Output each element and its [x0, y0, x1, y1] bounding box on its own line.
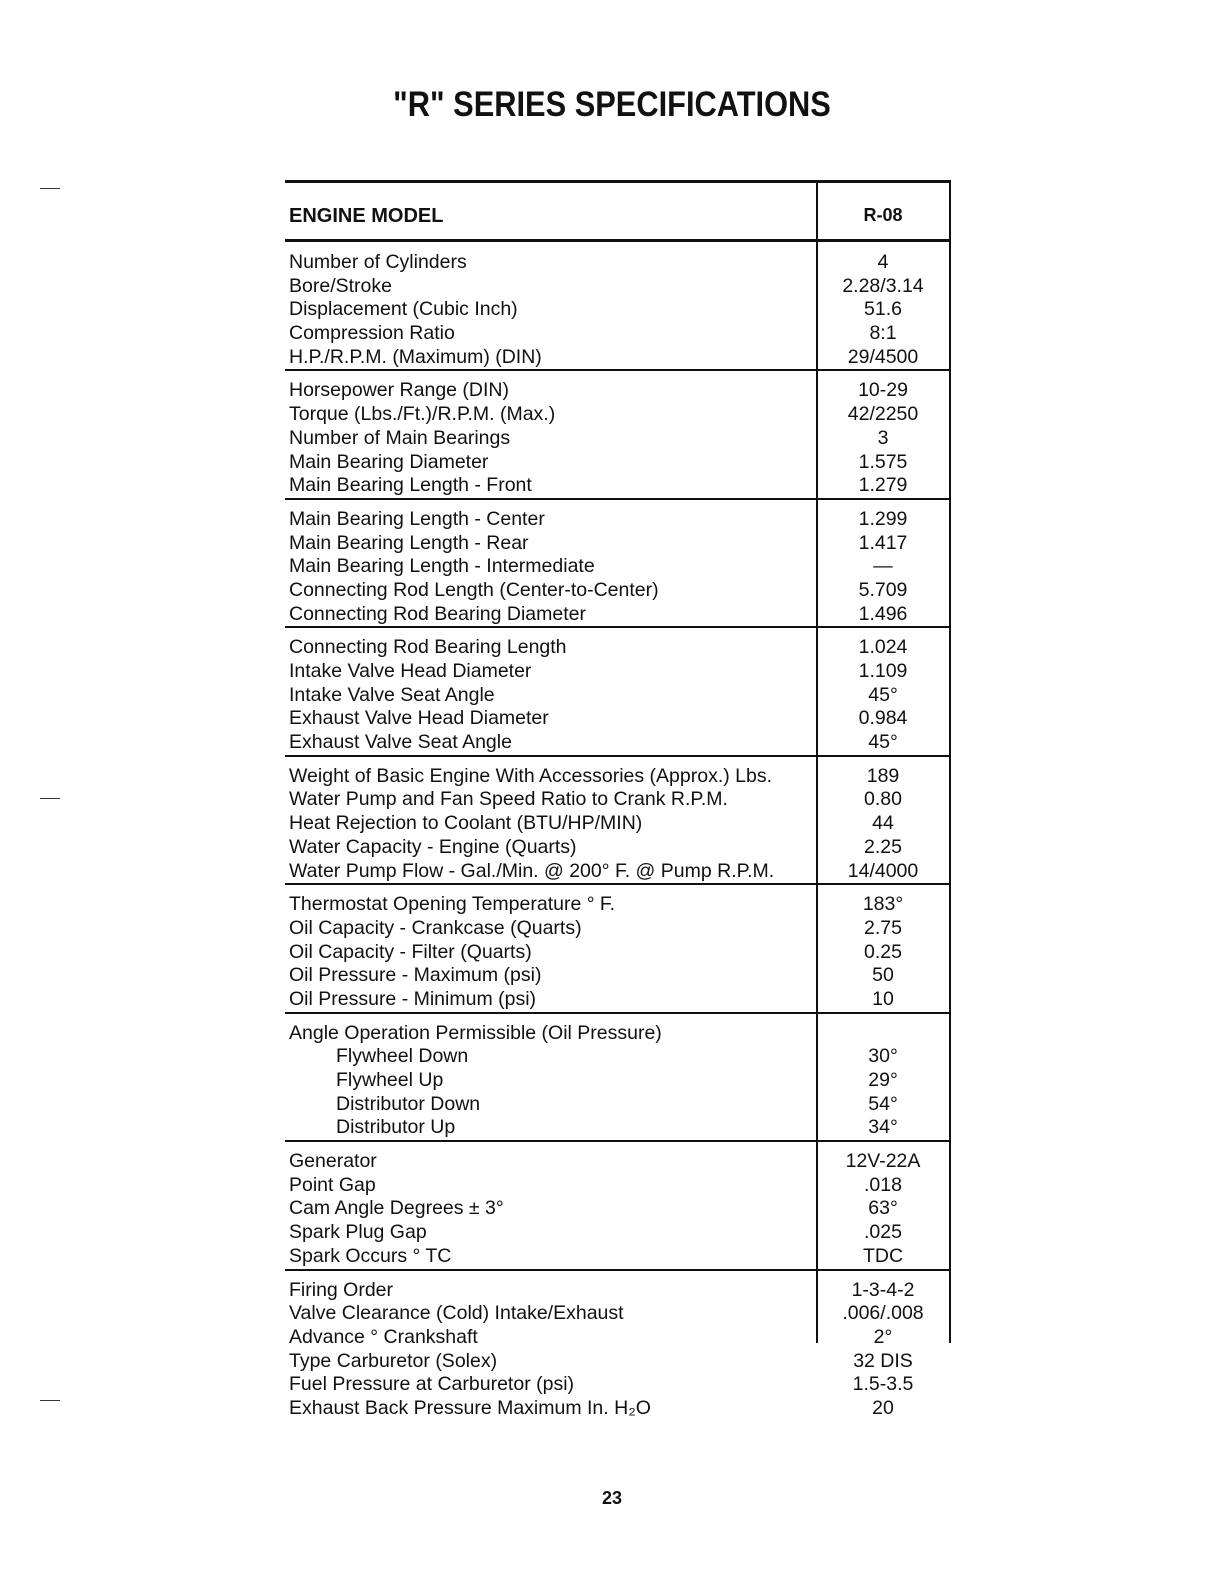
spec-group [285, 757, 951, 885]
spec-label: Distributor Down [336, 1092, 481, 1115]
spec-label: Fuel Pressure at Carburetor (psi) [289, 1373, 575, 1396]
spec-value: 45° [868, 731, 898, 754]
table-row [285, 765, 951, 789]
spec-label: Oil Pressure - Minimum (psi) [289, 987, 537, 1010]
table-row [285, 917, 951, 941]
spec-value: 63° [868, 1197, 898, 1220]
spec-value: 3 [877, 426, 889, 449]
spec-group [285, 1271, 951, 1421]
spec-label: Heat Rejection to Coolant (BTU/HP/MIN) [289, 812, 643, 835]
table-header [285, 183, 951, 242]
spec-label: Main Bearing Diameter [289, 450, 489, 473]
table-row [285, 1326, 951, 1350]
spec-label: Oil Capacity - Crankcase (Quarts) [289, 916, 582, 939]
table-row [285, 322, 951, 346]
spec-label: Connecting Rod Bearing Diameter [289, 602, 586, 625]
table-row [285, 251, 951, 275]
spec-label: Main Bearing Length - Center [289, 507, 545, 530]
spec-value: TDC [862, 1244, 904, 1267]
spec-value: .018 [864, 1173, 902, 1196]
spec-value: 1.575 [858, 450, 908, 473]
spec-value: 12V-22A [845, 1150, 921, 1173]
spec-value: 2° [873, 1325, 893, 1348]
spec-value: 0.25 [864, 940, 902, 963]
table-row [285, 1302, 951, 1326]
table-row [285, 346, 951, 370]
table-row [285, 1069, 951, 1093]
spec-label: Valve Clearance (Cold) Intake/Exhaust [289, 1302, 624, 1325]
table-row [285, 1350, 951, 1374]
spec-value: 2.75 [864, 916, 902, 939]
table-row [285, 860, 951, 884]
spec-value: 1.299 [858, 507, 908, 530]
spec-label: Distributor Up [336, 1116, 456, 1139]
table-row [285, 964, 951, 988]
spec-table [285, 180, 951, 1421]
spec-value: 189 [866, 764, 900, 787]
table-row [285, 893, 951, 917]
spec-label: Exhaust Valve Seat Angle [289, 731, 512, 754]
spec-value: 5.709 [858, 578, 908, 601]
spec-label: Number of Cylinders [289, 251, 467, 273]
spec-value: 1.279 [858, 474, 908, 497]
table-row [285, 1373, 951, 1397]
spec-label: Advance ° Crankshaft [289, 1325, 478, 1348]
spec-value: 54° [868, 1092, 898, 1115]
spec-label: Cam Angle Degrees ± 3° [289, 1197, 504, 1220]
table-row [285, 1093, 951, 1117]
page-number: 23 [601, 1488, 623, 1508]
spec-label: Main Bearing Length - Front [289, 474, 532, 497]
spec-label: Main Bearing Length - Rear [289, 531, 529, 554]
spec-label: Exhaust Back Pressure Maximum In. H₂O [289, 1396, 651, 1419]
spec-label: Angle Operation Permissible (Oil Pressure) [289, 1021, 662, 1044]
spec-label: Water Pump and Fan Speed Ratio to Crank R.P.M. [289, 788, 728, 811]
margin-mark [40, 798, 60, 799]
spec-value: 30° [868, 1045, 898, 1068]
spec-group [285, 1014, 951, 1142]
spec-label: Water Capacity - Engine (Quarts) [289, 835, 577, 858]
spec-value: 44 [872, 812, 894, 835]
table-row [285, 707, 951, 731]
table-row [285, 812, 951, 836]
spec-value: 14/4000 [847, 859, 919, 882]
table-row [285, 788, 951, 812]
margin-mark [40, 1400, 60, 1401]
spec-value: 0.984 [858, 707, 908, 730]
spec-value: 20 [872, 1396, 894, 1419]
table-row [285, 1245, 951, 1269]
spec-label: Spark Plug Gap [289, 1221, 427, 1244]
spec-label: Displacement (Cubic Inch) [289, 298, 518, 321]
spec-value: 1.496 [858, 602, 908, 625]
table-row [285, 636, 951, 660]
spec-label: Water Pump Flow - Gal./Min. @ 200° F. @ Pump R.P.M. [289, 859, 775, 882]
table-row [285, 1045, 951, 1069]
spec-value: 183° [862, 893, 904, 916]
spec-label: Intake Valve Head Diameter [289, 660, 532, 682]
table-row [285, 1397, 951, 1421]
spec-value: 10 [872, 987, 894, 1010]
spec-label: Oil Pressure - Maximum (psi) [289, 964, 542, 987]
spec-value: 10-29 [858, 379, 908, 402]
spec-label: Main Bearing Length - Intermediate [289, 555, 595, 578]
spec-label: Number of Main Bearings [289, 426, 511, 449]
spec-label: Point Gap [289, 1173, 376, 1196]
spec-label: Horsepower Range (DIN) [289, 379, 509, 402]
spec-label: Flywheel Up [336, 1069, 444, 1091]
header-value: R-08 [863, 205, 903, 225]
spec-label: Connecting Rod Bearing Length [289, 636, 567, 659]
table-row [285, 836, 951, 860]
spec-group [285, 500, 951, 628]
spec-group [285, 242, 951, 371]
table-row [285, 508, 951, 532]
header-label: ENGINE MODEL [289, 205, 444, 227]
spec-value: 45° [868, 683, 898, 706]
spec-label: Type Carburetor (Solex) [289, 1349, 498, 1372]
table-row [285, 379, 951, 403]
spec-value: 1-3-4-2 [851, 1278, 915, 1301]
table-row [285, 1197, 951, 1221]
spec-group [285, 371, 951, 499]
spec-group [285, 885, 951, 1013]
margin-mark [40, 188, 60, 189]
spec-value: .006/.008 [842, 1302, 924, 1325]
table-row [285, 731, 951, 755]
table-row [285, 603, 951, 627]
table-row [285, 1150, 951, 1174]
table-right-border [949, 180, 951, 1343]
table-row [285, 403, 951, 427]
spec-value: 29/4500 [847, 345, 919, 368]
spec-label: Weight of Basic Engine With Accessories (Approx.) Lbs. [289, 764, 773, 787]
spec-label: Firing Order [289, 1278, 394, 1301]
table-row [285, 1279, 951, 1303]
spec-value: 50 [872, 964, 894, 987]
table-row [285, 427, 951, 451]
table-row [285, 579, 951, 603]
spec-value: 1.5-3.5 [852, 1373, 914, 1396]
spec-label: Intake Valve Seat Angle [289, 683, 495, 706]
spec-value: 2.28/3.14 [842, 274, 924, 297]
spec-group [285, 1142, 951, 1270]
spec-label: Bore/Stroke [289, 274, 392, 297]
spec-value: 2.25 [864, 835, 902, 858]
table-row [285, 532, 951, 556]
spec-label: Spark Occurs ° TC [289, 1244, 452, 1267]
spec-value: 1.109 [858, 660, 908, 682]
spec-label: Torque (Lbs./Ft.)/R.P.M. (Max.) [289, 403, 556, 426]
spec-label: H.P./R.P.M. (Maximum) (DIN) [289, 345, 542, 368]
table-row [285, 1022, 951, 1046]
spec-value: 29° [868, 1069, 898, 1091]
spec-label: Oil Capacity - Filter (Quarts) [289, 940, 532, 963]
spec-value: — [873, 555, 893, 578]
column-divider [816, 180, 818, 1343]
table-row [285, 660, 951, 684]
spec-value: 34° [868, 1116, 898, 1139]
table-row [285, 941, 951, 965]
spec-label: Connecting Rod Length (Center-to-Center) [289, 578, 659, 601]
spec-label: Flywheel Down [336, 1045, 469, 1068]
table-row [285, 988, 951, 1012]
spec-label: Compression Ratio [289, 322, 455, 345]
table-row [285, 1174, 951, 1198]
spec-value: 42/2250 [847, 403, 919, 426]
table-row [285, 474, 951, 498]
table-row [285, 275, 951, 299]
table-row [285, 298, 951, 322]
spec-value: 4 [877, 251, 889, 273]
spec-value: 32 DIS [853, 1349, 913, 1372]
spec-label: Generator [289, 1150, 377, 1173]
spec-value: 1.024 [858, 636, 908, 659]
spec-label: Exhaust Valve Head Diameter [289, 707, 549, 730]
page-title: "R" SERIES SPECIFICATIONS [393, 85, 831, 124]
spec-label: Thermostat Opening Temperature ° F. [289, 893, 616, 916]
table-row [285, 555, 951, 579]
table-row [285, 684, 951, 708]
table-row [285, 451, 951, 475]
spec-value: .025 [864, 1221, 902, 1244]
table-row [285, 1221, 951, 1245]
spec-value: 0.80 [864, 788, 902, 811]
spec-value: 8:1 [869, 322, 897, 345]
spec-value: 1.417 [858, 531, 908, 554]
table-row [285, 1116, 951, 1140]
spec-group [285, 628, 951, 756]
spec-value: 51.6 [864, 298, 902, 321]
